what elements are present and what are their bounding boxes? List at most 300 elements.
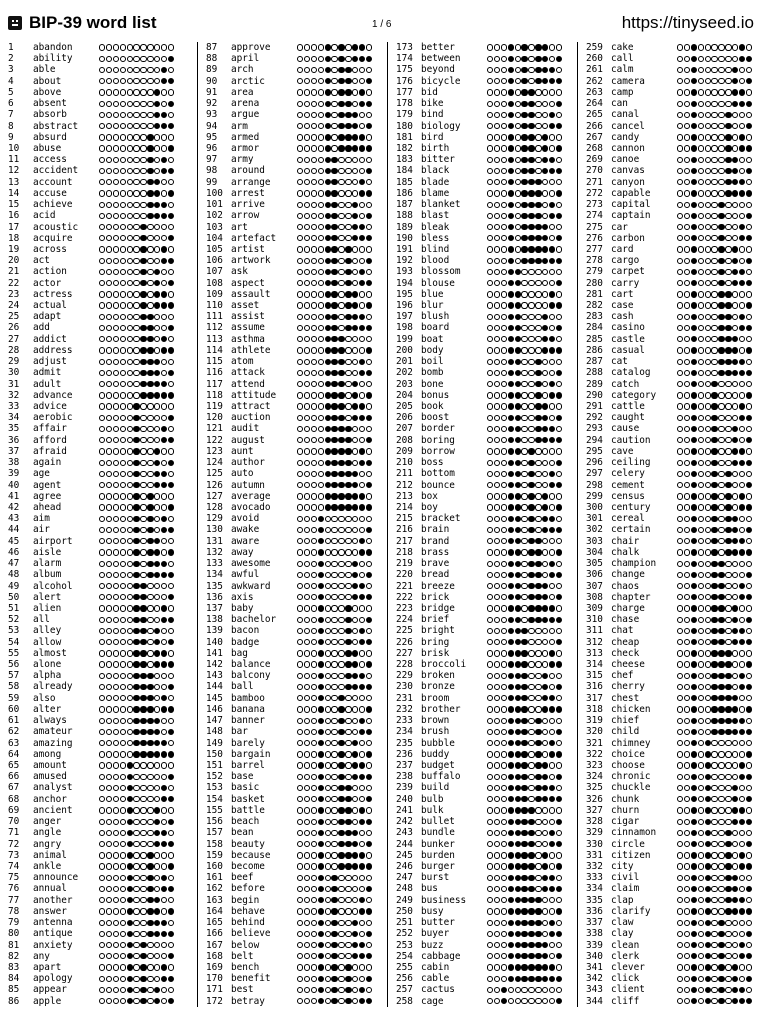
empty-dot-icon [718, 89, 724, 95]
filled-dot-icon [168, 235, 174, 241]
empty-dot-icon [297, 471, 303, 477]
filled-dot-icon [732, 370, 738, 376]
binary-dots [99, 345, 175, 356]
empty-dot-icon [677, 78, 683, 84]
word-number: 311 [586, 625, 603, 637]
filled-dot-icon [528, 886, 534, 892]
filled-dot-icon [318, 830, 324, 836]
filled-dot-icon [318, 549, 324, 555]
empty-dot-icon [127, 605, 133, 611]
word-row [388, 951, 574, 962]
empty-dot-icon [297, 504, 303, 510]
word-number: 170 [206, 973, 223, 985]
word-label: cigar [611, 816, 640, 828]
filled-dot-icon [338, 493, 344, 499]
empty-dot-icon [133, 112, 139, 118]
filled-dot-icon [359, 370, 365, 376]
empty-dot-icon [345, 190, 351, 196]
filled-dot-icon [154, 718, 160, 724]
empty-dot-icon [556, 89, 562, 95]
empty-dot-icon [99, 123, 105, 129]
filled-dot-icon [127, 920, 133, 926]
binary-dots [99, 289, 175, 300]
binary-dots [99, 435, 175, 446]
filled-dot-icon [739, 359, 745, 365]
empty-dot-icon [311, 572, 317, 578]
filled-dot-icon [718, 302, 724, 308]
empty-dot-icon [318, 134, 324, 140]
empty-dot-icon [487, 819, 493, 825]
filled-dot-icon [556, 886, 562, 892]
word-number: 208 [396, 434, 413, 446]
empty-dot-icon [161, 370, 167, 376]
empty-dot-icon [501, 549, 507, 555]
filled-dot-icon [549, 213, 555, 219]
empty-dot-icon [318, 179, 324, 185]
filled-dot-icon [325, 157, 331, 163]
filled-dot-icon [331, 235, 337, 241]
empty-dot-icon [133, 291, 139, 297]
filled-dot-icon [168, 706, 174, 712]
word-row [388, 109, 574, 120]
empty-dot-icon [705, 78, 711, 84]
empty-dot-icon [113, 583, 119, 589]
empty-dot-icon [140, 875, 146, 881]
empty-dot-icon [366, 112, 372, 118]
empty-dot-icon [120, 953, 126, 959]
empty-dot-icon [352, 460, 358, 466]
empty-dot-icon [677, 684, 683, 690]
filled-dot-icon [732, 426, 738, 432]
empty-dot-icon [99, 504, 105, 510]
empty-dot-icon [297, 953, 303, 959]
empty-dot-icon [161, 134, 167, 140]
empty-dot-icon [304, 359, 310, 365]
empty-dot-icon [147, 56, 153, 62]
empty-dot-icon [494, 403, 500, 409]
empty-dot-icon [113, 258, 119, 264]
empty-dot-icon [528, 729, 534, 735]
filled-dot-icon [549, 920, 555, 926]
word-row [388, 996, 574, 1007]
empty-dot-icon [311, 213, 317, 219]
empty-dot-icon [127, 168, 133, 174]
empty-dot-icon [133, 336, 139, 342]
empty-dot-icon [501, 830, 507, 836]
word-row [0, 917, 186, 928]
empty-dot-icon [133, 381, 139, 387]
word-label: bargain [231, 748, 271, 760]
filled-dot-icon [535, 437, 541, 443]
empty-dot-icon [120, 561, 126, 567]
empty-dot-icon [732, 112, 738, 118]
filled-dot-icon [359, 628, 365, 634]
binary-dots [297, 42, 373, 53]
empty-dot-icon [127, 460, 133, 466]
filled-dot-icon [691, 44, 697, 50]
empty-dot-icon [161, 89, 167, 95]
word-number: 291 [586, 401, 603, 412]
empty-dot-icon [120, 617, 126, 623]
filled-dot-icon [718, 325, 724, 331]
empty-dot-icon [677, 863, 683, 869]
empty-dot-icon [705, 235, 711, 241]
filled-dot-icon [691, 740, 697, 746]
empty-dot-icon [494, 460, 500, 466]
empty-dot-icon [366, 830, 372, 836]
binary-dots [487, 592, 563, 603]
empty-dot-icon [304, 213, 310, 219]
empty-dot-icon [698, 168, 704, 174]
filled-dot-icon [154, 920, 160, 926]
word-label: alcohol [33, 580, 73, 592]
filled-dot-icon [359, 729, 365, 735]
word-number: 26 [8, 322, 20, 334]
word-number: 182 [396, 142, 413, 154]
word-label: camp [611, 86, 634, 98]
empty-dot-icon [99, 202, 105, 208]
filled-dot-icon [147, 751, 153, 757]
filled-dot-icon [331, 314, 337, 320]
word-label: bullet [421, 816, 455, 828]
word-label: capable [611, 187, 651, 199]
word-row [0, 962, 186, 973]
empty-dot-icon [311, 269, 317, 275]
binary-dots [487, 569, 563, 580]
empty-dot-icon [521, 516, 527, 522]
empty-dot-icon [494, 280, 500, 286]
word-label: apology [33, 973, 73, 985]
filled-dot-icon [352, 931, 358, 937]
filled-dot-icon [535, 78, 541, 84]
filled-dot-icon [133, 628, 139, 634]
empty-dot-icon [345, 953, 351, 959]
binary-dots [677, 210, 753, 221]
empty-dot-icon [711, 774, 717, 780]
empty-dot-icon [746, 179, 752, 185]
empty-dot-icon [521, 291, 527, 297]
binary-dots [297, 480, 373, 491]
empty-dot-icon [359, 976, 365, 982]
binary-dots [487, 872, 563, 883]
empty-dot-icon [556, 673, 562, 679]
empty-dot-icon [168, 202, 174, 208]
empty-dot-icon [487, 740, 493, 746]
binary-dots [99, 132, 175, 143]
empty-dot-icon [684, 471, 690, 477]
empty-dot-icon [535, 493, 541, 499]
empty-dot-icon [359, 931, 365, 937]
filled-dot-icon [338, 392, 344, 398]
empty-dot-icon [711, 179, 717, 185]
filled-dot-icon [515, 471, 521, 477]
empty-dot-icon [345, 168, 351, 174]
word-row [198, 614, 384, 625]
empty-dot-icon [161, 190, 167, 196]
filled-dot-icon [521, 886, 527, 892]
filled-dot-icon [535, 549, 541, 555]
empty-dot-icon [684, 538, 690, 544]
empty-dot-icon [521, 392, 527, 398]
filled-dot-icon [521, 684, 527, 690]
filled-dot-icon [318, 751, 324, 757]
word-number: 99 [206, 176, 218, 188]
filled-dot-icon [140, 258, 146, 264]
empty-dot-icon [718, 78, 724, 84]
binary-dots [677, 446, 753, 457]
empty-dot-icon [677, 246, 683, 252]
filled-dot-icon [521, 841, 527, 847]
empty-dot-icon [556, 875, 562, 881]
empty-dot-icon [154, 145, 160, 151]
binary-dots [297, 850, 373, 861]
empty-dot-icon [304, 493, 310, 499]
filled-dot-icon [549, 258, 555, 264]
filled-dot-icon [154, 740, 160, 746]
empty-dot-icon [168, 695, 174, 701]
empty-dot-icon [140, 78, 146, 84]
empty-dot-icon [494, 471, 500, 477]
binary-dots [99, 524, 175, 535]
filled-dot-icon [154, 202, 160, 208]
binary-dots [99, 883, 175, 894]
empty-dot-icon [161, 179, 167, 185]
filled-dot-icon [549, 381, 555, 387]
word-label: apart [33, 961, 62, 973]
word-label: calm [611, 64, 634, 76]
word-row [0, 637, 186, 648]
filled-dot-icon [133, 661, 139, 667]
word-number: 192 [396, 255, 413, 267]
word-row [388, 726, 574, 737]
empty-dot-icon [297, 594, 303, 600]
empty-dot-icon [501, 942, 507, 948]
empty-dot-icon [168, 493, 174, 499]
filled-dot-icon [161, 67, 167, 73]
word-number: 97 [206, 154, 218, 166]
filled-dot-icon [140, 347, 146, 353]
filled-dot-icon [718, 706, 724, 712]
empty-dot-icon [345, 538, 351, 544]
empty-dot-icon [549, 897, 555, 903]
empty-dot-icon [99, 471, 105, 477]
empty-dot-icon [725, 617, 731, 623]
empty-dot-icon [304, 863, 310, 869]
filled-dot-icon [338, 751, 344, 757]
empty-dot-icon [311, 78, 317, 84]
empty-dot-icon [501, 134, 507, 140]
filled-dot-icon [521, 953, 527, 959]
filled-dot-icon [508, 168, 514, 174]
empty-dot-icon [732, 302, 738, 308]
empty-dot-icon [677, 269, 683, 275]
empty-dot-icon [677, 347, 683, 353]
word-row [388, 390, 574, 401]
filled-dot-icon [331, 437, 337, 443]
empty-dot-icon [304, 145, 310, 151]
word-number: 301 [586, 513, 603, 525]
filled-dot-icon [331, 942, 337, 948]
empty-dot-icon [739, 112, 745, 118]
empty-dot-icon [556, 964, 562, 970]
binary-dots [487, 917, 563, 928]
filled-dot-icon [549, 751, 555, 757]
empty-dot-icon [318, 325, 324, 331]
filled-dot-icon [691, 179, 697, 185]
filled-dot-icon [746, 437, 752, 443]
filled-dot-icon [556, 235, 562, 241]
empty-dot-icon [725, 819, 731, 825]
filled-dot-icon [140, 650, 146, 656]
empty-dot-icon [549, 673, 555, 679]
empty-dot-icon [732, 213, 738, 219]
empty-dot-icon [297, 493, 303, 499]
empty-dot-icon [352, 280, 358, 286]
empty-dot-icon [528, 325, 534, 331]
empty-dot-icon [106, 381, 112, 387]
empty-dot-icon [345, 897, 351, 903]
empty-dot-icon [99, 258, 105, 264]
binary-dots [677, 468, 753, 479]
empty-dot-icon [297, 145, 303, 151]
filled-dot-icon [549, 740, 555, 746]
empty-dot-icon [113, 179, 119, 185]
binary-dots [297, 53, 373, 64]
empty-dot-icon [732, 841, 738, 847]
word-row [198, 726, 384, 737]
empty-dot-icon [684, 751, 690, 757]
empty-dot-icon [120, 605, 126, 611]
binary-dots [297, 513, 373, 524]
empty-dot-icon [494, 762, 500, 768]
empty-dot-icon [528, 650, 534, 656]
filled-dot-icon [147, 202, 153, 208]
word-row [388, 199, 574, 210]
filled-dot-icon [168, 370, 174, 376]
filled-dot-icon [711, 493, 717, 499]
filled-dot-icon [732, 359, 738, 365]
filled-dot-icon [147, 157, 153, 163]
empty-dot-icon [487, 718, 493, 724]
filled-dot-icon [711, 661, 717, 667]
word-row [0, 177, 186, 188]
empty-dot-icon [147, 774, 153, 780]
word-number: 277 [586, 243, 603, 255]
binary-dots [99, 940, 175, 951]
empty-dot-icon [106, 762, 112, 768]
binary-dots [99, 962, 175, 973]
empty-dot-icon [297, 134, 303, 140]
filled-dot-icon [508, 370, 514, 376]
binary-dots [297, 603, 373, 614]
empty-dot-icon [154, 673, 160, 679]
empty-dot-icon [331, 650, 337, 656]
filled-dot-icon [725, 841, 731, 847]
word-label: anger [33, 816, 62, 828]
empty-dot-icon [352, 549, 358, 555]
binary-dots [99, 693, 175, 704]
empty-dot-icon [677, 482, 683, 488]
word-number: 187 [396, 199, 413, 211]
filled-dot-icon [521, 224, 527, 230]
word-row [198, 468, 384, 479]
filled-dot-icon [161, 920, 167, 926]
word-row [388, 940, 574, 951]
filled-dot-icon [739, 493, 745, 499]
empty-dot-icon [99, 762, 105, 768]
empty-dot-icon [133, 56, 139, 62]
word-number: 149 [206, 737, 223, 749]
empty-dot-icon [154, 875, 160, 881]
empty-dot-icon [359, 336, 365, 342]
empty-dot-icon [147, 302, 153, 308]
empty-dot-icon [677, 706, 683, 712]
empty-dot-icon [698, 224, 704, 230]
word-label: absurd [33, 131, 67, 143]
empty-dot-icon [120, 639, 126, 645]
filled-dot-icon [739, 235, 745, 241]
word-number: 201 [396, 356, 413, 368]
binary-dots [99, 367, 175, 378]
empty-dot-icon [127, 78, 133, 84]
word-label: cactus [421, 984, 455, 996]
empty-dot-icon [161, 762, 167, 768]
binary-dots [487, 984, 563, 995]
empty-dot-icon [345, 370, 351, 376]
empty-dot-icon [352, 987, 358, 993]
filled-dot-icon [515, 729, 521, 735]
word-number: 48 [8, 569, 20, 581]
filled-dot-icon [542, 673, 548, 679]
empty-dot-icon [318, 347, 324, 353]
filled-dot-icon [331, 280, 337, 286]
filled-dot-icon [515, 875, 521, 881]
empty-dot-icon [698, 628, 704, 634]
word-label: catalog [611, 367, 651, 379]
word-number: 75 [8, 872, 20, 884]
empty-dot-icon [698, 863, 704, 869]
empty-dot-icon [304, 381, 310, 387]
empty-dot-icon [549, 774, 555, 780]
filled-dot-icon [140, 729, 146, 735]
empty-dot-icon [120, 729, 126, 735]
empty-dot-icon [106, 695, 112, 701]
empty-dot-icon [311, 684, 317, 690]
empty-dot-icon [297, 830, 303, 836]
binary-dots [487, 255, 563, 266]
empty-dot-icon [549, 998, 555, 1004]
word-row [578, 547, 764, 558]
filled-dot-icon [325, 123, 331, 129]
empty-dot-icon [113, 987, 119, 993]
empty-dot-icon [725, 280, 731, 286]
empty-dot-icon [705, 706, 711, 712]
filled-dot-icon [521, 661, 527, 667]
filled-dot-icon [528, 134, 534, 140]
filled-dot-icon [746, 56, 752, 62]
empty-dot-icon [127, 673, 133, 679]
empty-dot-icon [140, 448, 146, 454]
empty-dot-icon [325, 639, 331, 645]
binary-dots [487, 423, 563, 434]
empty-dot-icon [366, 202, 372, 208]
empty-dot-icon [113, 516, 119, 522]
word-number: 155 [206, 804, 223, 816]
filled-dot-icon [133, 561, 139, 567]
word-label: bridge [421, 602, 455, 614]
word-row [198, 749, 384, 760]
filled-dot-icon [556, 415, 562, 421]
